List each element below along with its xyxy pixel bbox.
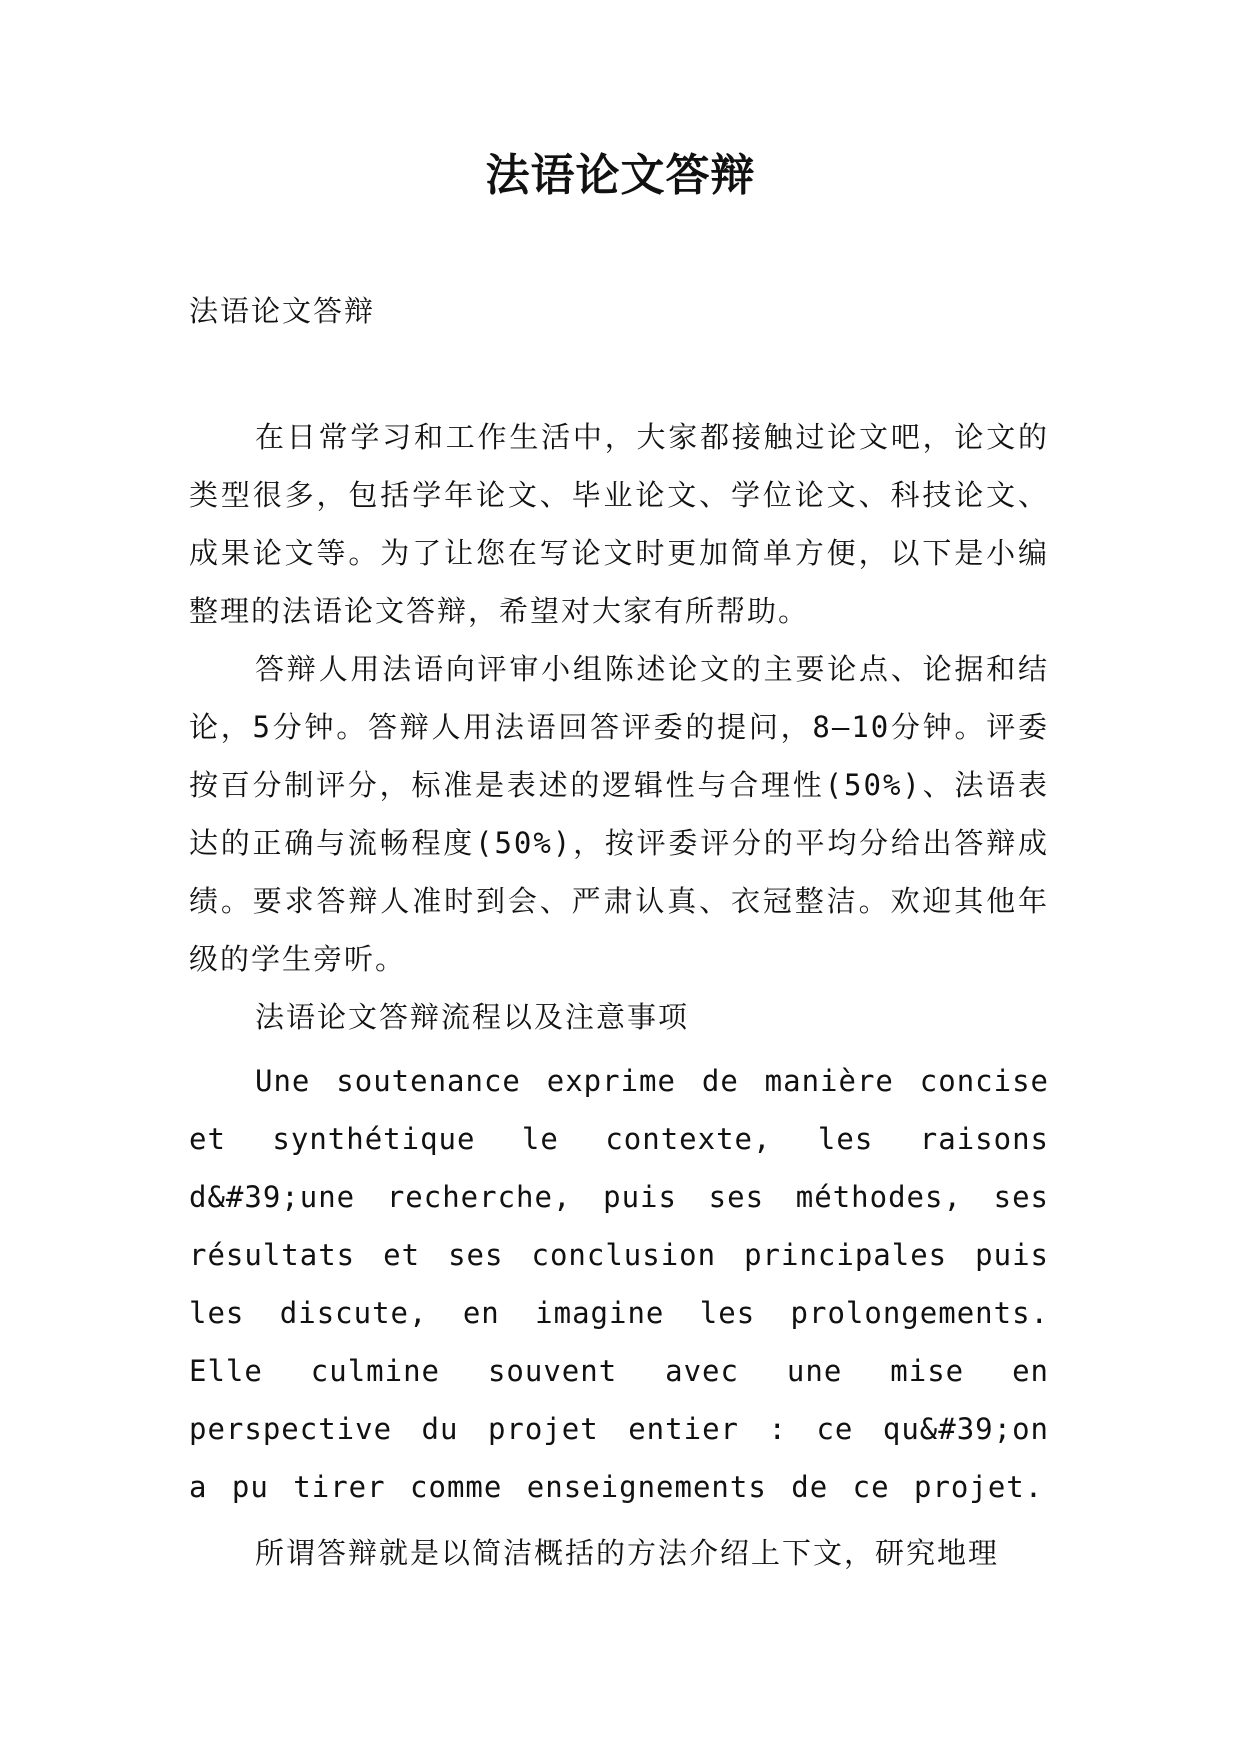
document-title: 法语论文答辩 (485, 150, 756, 201)
document-body (189, 408, 1049, 1582)
section-heading: 法语论文答辩流程以及注意事项 (255, 1000, 690, 1034)
french-paragraph: Une soutenance exprime de manière concise et synthétique le contexte, les raisons d&#39;une recherche, puis ses méthodes, ses résultats et ses conclusion principales puis les discute, en imagine les prolongements. Elle culmine souvent avec une mise en perspective du projet entier : ce qu&#39;on a pu tirer comme enseignements de ce projet. (189, 1064, 1049, 1504)
document-subtitle: 法语论文答辩 (189, 294, 376, 328)
defense-rules-paragraph: 答辩人用法语向评审小组陈述论文的主要论点、论据和结论，5分钟。答辩人用法语回答评委的提问，8—10分钟。评委按百分制评分，标准是表述的逻辑性与合理性(50%)、法语表达的正确与流畅程度(50%)，按评委评分的平均分给出答辩成绩。要求答辩人准时到会、严肃认真、衣冠整洁。欢迎其他年级的学生旁听。 (189, 652, 1049, 976)
closing-paragraph: 所谓答辩就是以简洁概括的方法介绍上下文，研究地理 (255, 1536, 1000, 1570)
intro-paragraph: 在日常学习和工作生活中，大家都接触过论文吧，论文的类型很多，包括学年论文、毕业论文、学位论文、科技论文、成果论文等。为了让您在写论文时更加简单方便，以下是小编整理的法语论文答辩，希望对大家有所帮助。 (189, 420, 1049, 628)
